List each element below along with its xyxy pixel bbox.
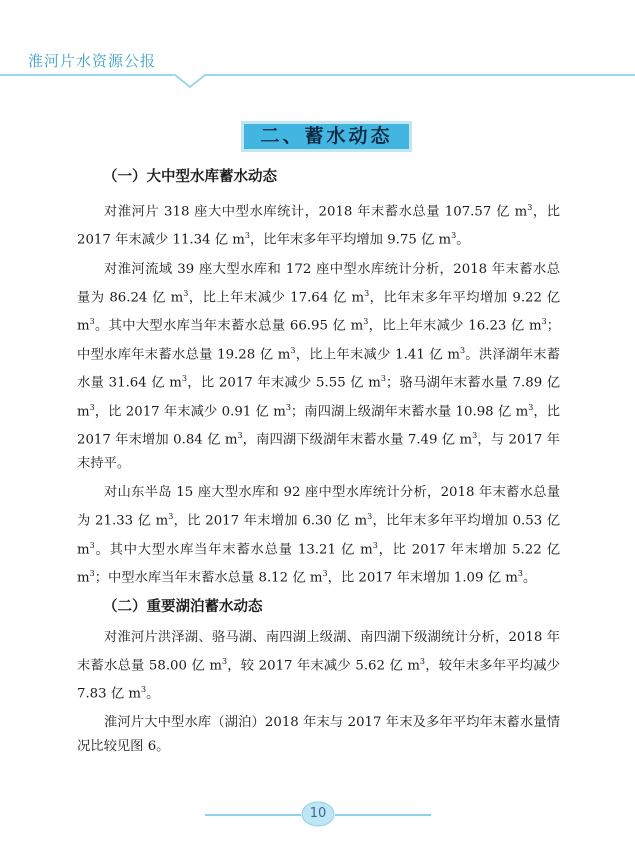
text-segment: ，南四湖下级湖年末蓄水量 7.49 亿 m [242, 432, 473, 448]
text-segment: ，比 2017 年末增加 5.22 亿 m [77, 542, 560, 586]
text-segment: ；中型水库当年末蓄水总量 8.12 亿 m [94, 570, 323, 586]
unit-superscript: 3 [140, 685, 147, 695]
text-segment: ；骆马湖年末蓄水量 7.89 亿 m [77, 375, 560, 419]
unit-superscript: 3 [451, 231, 457, 241]
unit-superscript: 3 [419, 656, 426, 666]
unit-superscript: 3 [290, 345, 296, 355]
text-segment: ，比上年末减少 16.23 亿 m [368, 318, 542, 334]
text-segment: 淮河片大中型水库（湖泊）2018 年末与 2017 年末及多年平均年末蓄水量情况比较见图 6。 [77, 715, 560, 755]
page-number: 10 [309, 806, 327, 821]
main-content [77, 166, 560, 764]
text-segment: ，比 2017 年末增加 0.84 亿 m [77, 403, 561, 448]
text-segment: ；中型水库年末蓄水总量 19.28 亿 m [77, 318, 561, 363]
unit-superscript: 3 [285, 402, 291, 412]
text-segment: 。其中大型水库当年末蓄水总量 66.95 亿 m [94, 318, 364, 334]
text-segment: ；南四湖上级湖年末蓄水量 10.98 亿 m [290, 403, 529, 419]
text-segment: ，比 2017 年末减少 0.91 亿 m [94, 403, 286, 419]
subsection-title: （二）重要湖泊蓄水动态 [103, 598, 263, 615]
text-segment: ，比年末多年平均增加 9.22 亿 m [77, 290, 560, 334]
paragraph [77, 711, 560, 759]
unit-superscript: 3 [517, 569, 523, 579]
unit-superscript: 3 [322, 569, 328, 579]
text-segment: ，较年末多年平均减少 7.83 亿 m [77, 658, 560, 702]
footer-line-left [205, 814, 301, 816]
text-segment: 。洪泽湖年末蓄水量 31.64 亿 m [77, 347, 560, 391]
unit-superscript: 3 [380, 374, 386, 384]
text-segment: 对淮河片 318 座大中型水库统计，2018 年末蓄水总量 107.57 亿 m [104, 204, 528, 220]
paragraph [77, 481, 560, 590]
text-segment: ，比年末多年平均增加 0.53 亿 m [77, 513, 560, 558]
text-segment: 对山东半岛 15 座大型水库和 92 座中型水库统计分析，2018 年末蓄水总量为 21.33 亿 m [77, 485, 560, 529]
unit-superscript: 3 [459, 345, 466, 355]
unit-superscript: 3 [183, 288, 189, 298]
subsection-title: （一）大中型水库蓄水动态 [103, 169, 277, 185]
text-segment: 对淮河片洪泽湖、骆马湖、南四湖上级湖、南四湖下级湖统计分析，2018 年末蓄水总量 58.00 亿 m [77, 629, 560, 674]
unit-superscript: 3 [168, 512, 174, 522]
unit-superscript: 3 [527, 203, 533, 212]
text-segment: ，比年末多年平均增加 9.75 亿 m [250, 232, 452, 248]
text-segment: 。其中大型水库当年末蓄水总量 13.21 亿 m [94, 542, 373, 558]
page-footer [0, 800, 635, 830]
text-segment: 。 [146, 686, 160, 702]
footer-line-right [335, 814, 431, 816]
unit-superscript: 3 [181, 374, 187, 384]
unit-superscript: 3 [244, 231, 250, 241]
text-segment: ，比 2017 年末减少 5.55 亿 m [187, 375, 381, 391]
text-segment: 对淮河流域 39 座大型水库和 172 座中型水库统计分析，2018 年末蓄水总量为 86.24 亿 m [77, 261, 560, 306]
text-segment: 。 [456, 232, 470, 248]
unit-superscript: 3 [89, 317, 95, 327]
text-segment: ，比 2017 年末增加 6.30 亿 m [173, 513, 368, 529]
unit-superscript: 3 [367, 512, 373, 522]
text-segment: ，比 2017 年末增加 1.09 亿 m [327, 570, 518, 586]
unit-superscript: 3 [528, 402, 534, 412]
text-segment: ，比上年末减少 17.64 亿 m [188, 290, 365, 306]
unit-superscript: 3 [364, 288, 370, 298]
header-title: 淮河片水资源公报 [28, 52, 157, 70]
unit-superscript: 3 [237, 430, 243, 440]
text-segment: ，与 2017 年末持平。 [77, 432, 560, 472]
text-segment: ，较 2017 年末减少 5.62 亿 m [227, 658, 420, 674]
text-segment: ，比 2017 年末减少 11.34 亿 m [77, 204, 560, 248]
unit-superscript: 3 [363, 317, 369, 327]
unit-superscript: 3 [89, 569, 95, 579]
page-header [0, 0, 635, 90]
text-segment: ，比上年末减少 1.41 亿 m [295, 347, 460, 363]
unit-superscript: 3 [372, 540, 378, 550]
paragraph [77, 258, 560, 477]
unit-superscript: 3 [89, 540, 95, 550]
unit-superscript: 3 [541, 317, 547, 327]
paragraph [77, 196, 560, 253]
unit-superscript: 3 [89, 402, 95, 412]
unit-superscript: 3 [221, 656, 228, 666]
text-segment: 。 [522, 570, 537, 586]
unit-superscript: 3 [472, 430, 478, 440]
paragraph [77, 626, 560, 707]
header-divider [0, 74, 635, 90]
section-title: 二、蓄水动态 [241, 121, 412, 152]
